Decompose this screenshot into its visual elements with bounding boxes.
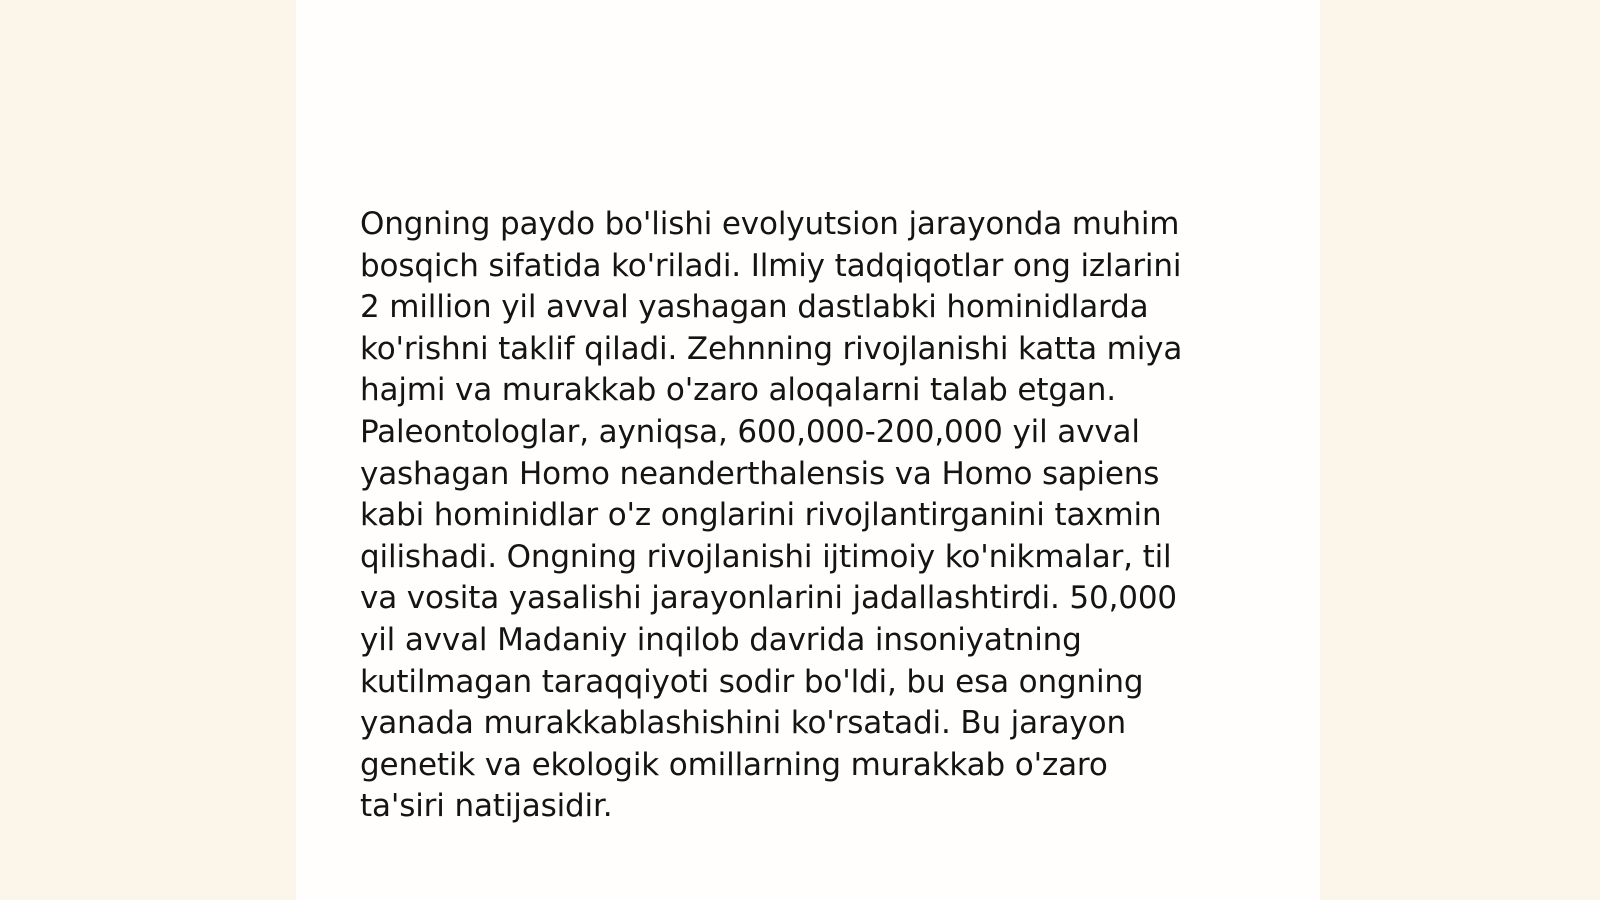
document-page (296, 0, 1320, 900)
body-paragraph: Ongning paydo bo'lishi evolyutsion jarayonda muhim bosqich sifatida ko'riladi. Ilmiy tadqiqotlar ong izlarini 2 million yil avval yashagan dastlabki hominidlarda ko'rishni taklif qiladi. Zehnning rivojlanishi katta miya hajmi va murakkab o'zaro aloqalarni talab etgan. Paleontologlar, ayniqsa, 600,000-200,000 yil avval yashagan Homo neanderthalensis va Homo sapiens kabi hominidlar o'z onglarini rivojlantirganini taxmin qilishadi. Ongning rivojlanishi ijtimoiy ko'nikmalar, til va vosita yasalishi jarayonlarini jadallashtirdi. 50,000 yil avval Madaniy inqilob davrida insoniyatning kutilmagan taraqqiyoti sodir bo'ldi, bu esa ongning yanada murakkablashishini ko'rsatadi. Bu jarayon genetik va ekologik omillarning murakkab o'zaro ta'siri natijasidir. (360, 206, 1183, 825)
